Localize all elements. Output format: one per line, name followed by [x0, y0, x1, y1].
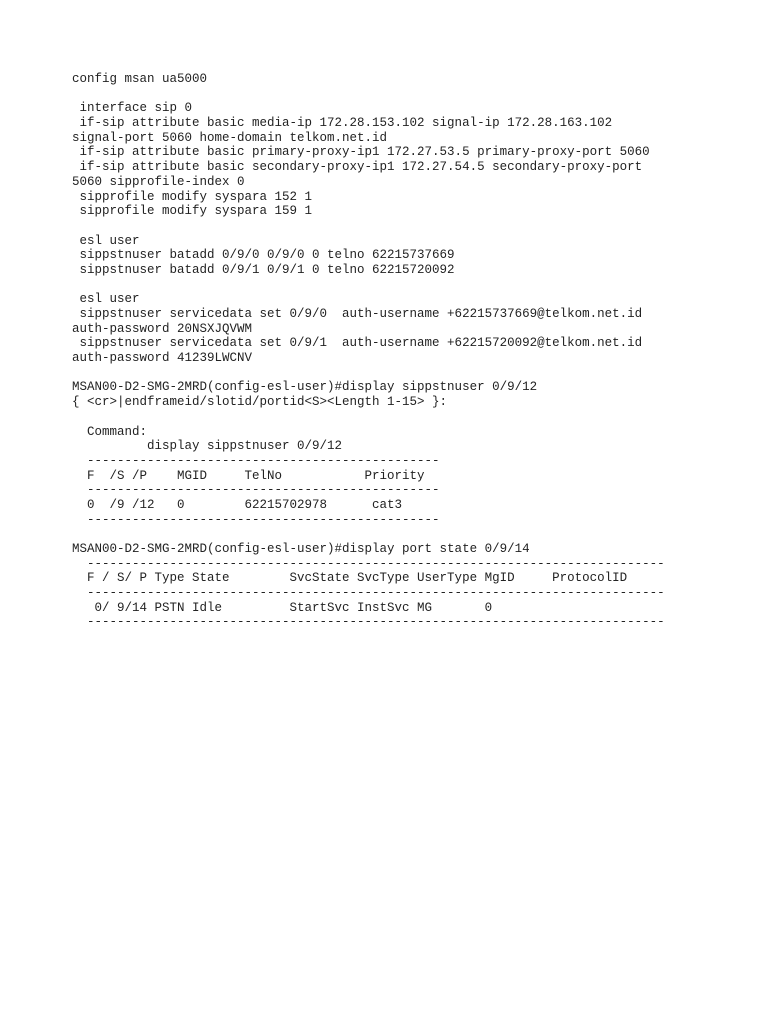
text-line — [72, 410, 732, 425]
text-line: ----------------------------------------------------------------------------- — [72, 556, 665, 571]
text-line: auth-password 20NSXJQVWM — [72, 321, 253, 336]
text-line: sippstnuser servicedata set 0/9/1 auth-username +62215720092@telkom.net.id — [72, 336, 643, 351]
text-line: sipprofile modify syspara 159 1 — [72, 204, 313, 219]
text-line: if-sip attribute basic primary-proxy-ip1 172.27.53.5 primary-proxy-port 5060 — [72, 145, 650, 160]
text-line: ----------------------------------------------- — [72, 483, 440, 498]
text-line: auth-password 41239LWCNV — [72, 351, 253, 366]
text-line: F /S /P MGID TelNo Priority — [72, 468, 425, 483]
document-page — [72, 72, 732, 630]
text-line: sippstnuser servicedata set 0/9/0 auth-username +62215737669@telkom.net.id — [72, 307, 643, 321]
text-line: config msan ua5000 — [72, 72, 208, 86]
text-line: sipprofile modify syspara 152 1 — [72, 189, 313, 204]
text-line: 5060 sipprofile-index 0 — [72, 174, 245, 189]
text-line: sippstnuser batadd 0/9/0 0/9/0 0 telno 62215737669 — [72, 248, 455, 263]
text-line — [72, 527, 732, 542]
text-line: MSAN00-D2-SMG-2MRD(config-esl-user)#display port state 0/9/14 — [72, 542, 530, 556]
text-line: MSAN00-D2-SMG-2MRD(config-esl-user)#display sippstnuser 0/9/12 — [72, 380, 538, 395]
text-line: esl user — [72, 233, 140, 248]
text-line: display sippstnuser 0/9/12 — [72, 439, 343, 454]
text-line: 0/ 9/14 PSTN Idle StartSvc InstSvc MG 0 — [72, 600, 493, 615]
text-line — [72, 219, 732, 234]
text-line: ----------------------------------------------- — [72, 453, 440, 468]
text-line: esl user — [72, 292, 140, 307]
text-line: interface sip 0 — [72, 101, 193, 116]
text-line — [72, 87, 732, 102]
text-line: ----------------------------------------------- — [72, 512, 440, 527]
text-line — [72, 278, 732, 293]
text-line: 0 /9 /12 0 62215702978 cat3 — [72, 497, 403, 512]
text-line: F / S/ P Type State SvcState SvcType UserType MgID ProtocolID — [72, 571, 628, 586]
text-line: signal-port 5060 home-domain telkom.net.id — [72, 130, 388, 145]
text-line: Command: — [72, 424, 148, 439]
text-line: sippstnuser batadd 0/9/1 0/9/1 0 telno 62215720092 — [72, 262, 455, 277]
text-line: ----------------------------------------------------------------------------- — [72, 586, 665, 601]
text-line: ----------------------------------------------------------------------------- — [72, 615, 665, 630]
text-line — [72, 366, 732, 381]
text-line: if-sip attribute basic media-ip 172.28.153.102 signal-ip 172.28.163.102 — [72, 116, 613, 131]
text-line: if-sip attribute basic secondary-proxy-ip1 172.27.54.5 secondary-proxy-port — [72, 160, 643, 175]
text-line: { <cr>|endframeid/slotid/portid<S><Length 1-15> }: — [72, 395, 448, 410]
